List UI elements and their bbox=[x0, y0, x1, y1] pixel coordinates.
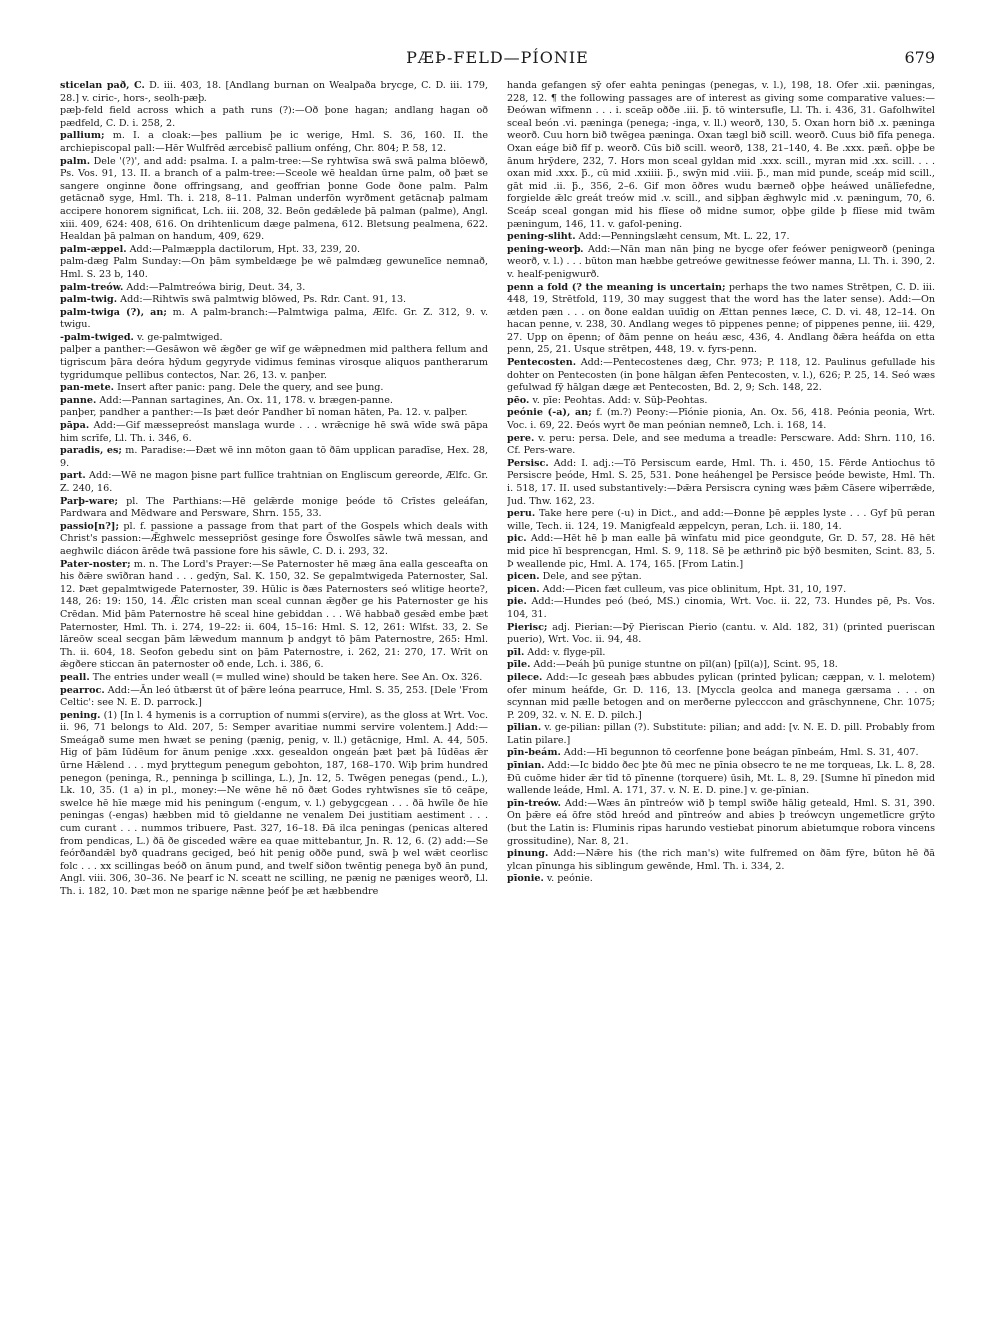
right-column-entry: pere. v. peru: persa. Dele, and see meduma a treadle: Perscware. Add: Shrn. 110, 16. Cf. Pers-ware. bbox=[507, 432, 935, 457]
headword: pīn-beám. bbox=[507, 747, 561, 759]
headword: peru. bbox=[507, 508, 536, 520]
headword: peónie (-a), an; bbox=[507, 407, 592, 419]
running-title: PÆÞ-FELD—PÍONIE bbox=[406, 48, 589, 67]
right-column-entry: pēo. v. pīe: Peohtas. Add: v. Sūþ-Peohtas. bbox=[507, 394, 708, 406]
headword: picen. bbox=[507, 571, 540, 583]
headword: pallium; bbox=[60, 130, 105, 142]
headword: Pater-noster; bbox=[60, 558, 131, 570]
right-column-entry: penn a fold (? the meaning is uncertain; perhaps the two names Strētpen, C. D. iii. 448, 19, Strētfold, 119, 30 may suggest that the word has the later sense). Add:—On ætden pæn . . . on ðone ealdan uuīdig on Ættan pennes læce, C. D. vi. 48, 12–14. On hacan penne, v. 238, 30. Andlang weges tō pippenes penne; of pippenes penne, iii. 429, 27. Upp on ēpenn; of ðām penne on heáu æsc, 436, 4. Andlang ðǣra heáfda on etta penn, 25, 21. Usque strētpen, 448, 19. v. fyrs-penn. bbox=[507, 281, 935, 356]
left-column-entry: passio[n?]; pl. f. passione a passage from that part of the Gospels which deals with Christ's passion:—Ǣghwelc messepriōst gesinge fore Ōswolſes sāwle twā messan, and aeghwilc diácon ārēde twā passione fore his sāwle, C. D. i. 293, 32. bbox=[60, 520, 488, 557]
headword: pīl. bbox=[507, 646, 525, 658]
right-column-entry: peru. Take here pere (-u) in Dict., and add:—Ðonne þē æpples lyste . . . Gyf þū peran wille, Tech. ii. 124, 19. Manigfeald æppelcyn, peran, Lch. ii. 180, 14. bbox=[507, 508, 935, 532]
left-column-entry: peall. The entries under weall (= mulled wine) should be taken here. See An. Ox. 326. bbox=[60, 671, 483, 683]
headword: passio[n?]; bbox=[60, 520, 119, 532]
headword: pīn-treów. bbox=[507, 797, 561, 809]
right-column-entry: pīn-treów. Add:—Wæs ān pīntreów wið þ templ swīðe hālig geteald, Hml. S. 31, 390. On þǣre eá ōfre stōd hreód and pīntreów and abies þ treówcyn ungemetlīcre grȳto (but the Latin is: Fluminis ripas harundo vestiebat pinorum abietumque robora vincens grossitudine), Nar. 8, 21. bbox=[507, 797, 935, 847]
headword: palm-twig. bbox=[60, 294, 118, 306]
left-column-entry: palm-treów. Add:—Palmtreówa birig, Deut. 34, 3. bbox=[60, 281, 306, 293]
dictionary-columns bbox=[60, 80, 935, 1250]
headword: pīle. bbox=[507, 659, 531, 671]
left-column-entry: paradis, es; m. Paradise:—Ðæt wē inn mōton gaan tō ðām upplican paradīse, Hex. 28, 9. bbox=[60, 445, 488, 469]
headword: Pentecosten. bbox=[507, 357, 577, 369]
headword: part. bbox=[60, 470, 86, 482]
left-column-entry: panþer, pandher a panther:—Is þæt deór Pandher bī noman hāten, Pa. 12. v. palþer. bbox=[60, 407, 468, 419]
headword: pening-sliht. bbox=[507, 231, 576, 243]
headword: pīnian. bbox=[507, 760, 545, 772]
headword: palm. bbox=[60, 155, 91, 167]
headword: pinung. bbox=[507, 848, 549, 860]
left-column-entry: pan-mete. Insert after panic: pang. Dele the query, and see þung. bbox=[60, 382, 384, 394]
headword: paradis, es; bbox=[60, 445, 122, 457]
right-column-entry: Pentecosten. Add:—Pentecostenes dæg, Chr. 973; P. 118, 12. Paulinus gefullade his dohter on Pentecosten (in þone hālgan ǣfen Pentecosten, v. l.), 626; P. 25, 14. Seó wæs gefulwad fȳ hālgan dæge æt Pentecosten, Bd. 2, 9; Sch. 148, 22. bbox=[507, 357, 935, 394]
headword: pan-mete. bbox=[60, 382, 115, 394]
page-number: 679 bbox=[904, 48, 935, 67]
right-column-entry: pīonie. v. peónie. bbox=[507, 873, 593, 885]
left-column-entry: palm-æppel. Add:—Palmæppla dactilorum, Hpt. 33, 239, 20. bbox=[60, 243, 361, 255]
left-column-entry: palm. Dele '(?)', and add: psalma. I. a palm-tree:—Se ryhtwīsa swā swā palma blōewð, Ps. Vos. 91, 13. II. a branch of a palm-tree:—Sceole wē healdan ūrne palm, oð þæt se sangere onginne ðone offringsang, and geoffrian þonne Gode ðone palm. Palm getācnað syge, Hml. Th. i. 218, 8–11. Palman underfōn wyrðment getācnaþ palmam accipere honorem significat, Lch. iii. 208, 32. Beōn gedǣlede þā palman (palme), Angl. xiii. 409, 624: 408, 616. On drihtenlicum dæge palmena, 612. Bletsung pealmena, 622. Healdan þā palman on handum, 409, 629. bbox=[60, 155, 488, 243]
left-column-entry: pāpa. Add:—Gif mæssepreóst manslaga wurde . . . wrǣcnige hē swā wīde swā pāpa him scrīfe, Ll. Th. i. 346, 6. bbox=[60, 420, 488, 444]
headword: Persisc. bbox=[507, 457, 549, 469]
left-column-entry: palm-twiga (?), an; m. A palm-branch:—Palmtwiga palma, Ælfc. Gr. Z. 312, 9. v. twigu. bbox=[60, 306, 488, 331]
right-column-entry: handa gefangen sȳ ofer eahta peningas (penegas, v. l.), 198, 18. Ofer .xii. pæningas, 228, 12. ¶ the following passages are of interest as giving some comparative values:—Ðeówan wīfmenn . . . i. sceāp oððe .iii. þ̄. tō wintersufle, Ll. Th. i. 436, 31. Gafolhwītel sceal beón .vi. pæninga (penega; -inga, v. ll.) weorð, 130, 5. Oxan horn bið .x. pæninga weorð. Cuu horn bið twēgea pæninga. Oxan tægl bið scill. weorð. Cuus bið fīfa penega. Oxan eáge bið fīf p. weorð. Cūs bið scill. weorð, 138, 21–140, 4. Be .xxx. pæñ. oþþe be ānum hrȳdere, 232, 7. Hors mon sceal gyldan mid .xxx. scill., myran mid .xx. scill. . . . oxan mid .xxx. þ̄., cū mid .xxiiii. þ̄., swȳn mid .viii. þ̄., man mid punde, sceáp mid scill., gāt mid .ii. þ̄., 356, 2–6. Gif mon ōðres wudu bærneð oþþe heáwed unālīefedne, forgielde ǣlc greát treów mid .v. scill., and siþþan ǣghwylc mid .v. pæningum, 70, 6. Sceáp sceal gongan mid his flīese oð midne sumor, oþþe gilde þ flīese mid twām pæningum, 146, 11. v. gafol-pening. bbox=[507, 80, 935, 230]
right-column-entry: pīn-beám. Add:—Hī begunnon tō ceorfenne þone beágan pīnbeám, Hml. S. 31, 407. bbox=[507, 747, 919, 759]
left-column-entry: pallium; m. I. a cloak:—þes pallium þe ic werige, Hml. S. 36, 160. II. the archiepiscopal pall:—Hēr Wulfrēd ærcebisc̄ pallium onféng, Chr. 804; P. 58, 12. bbox=[60, 130, 488, 154]
headword: peall. bbox=[60, 671, 90, 683]
left-column-entry: sticelan pað, C. D. iii. 403, 18. [Andlang burnan on Wealpaða brycge, C. D. iii. 179, 28.] v. ciric-, hors-, seolh-pæþ. bbox=[60, 80, 488, 104]
headword: pearroc. bbox=[60, 684, 105, 696]
left-column-entry: Parþ-ware; pl. The Parthians:—Hē gelǣrde monige þeóde tō Crīstes geleáfan, Pardwara and Mēdware and Persware, Shrn. 155, 33. bbox=[60, 495, 488, 520]
left-column-entry: panne. Add:—Pannan sartagines, An. Ox. 11, 178. v. brægen-panne. bbox=[60, 394, 393, 406]
right-column-entry: pīl. Add: v. flyge-pīl. bbox=[507, 646, 606, 658]
right-column-entry: pic. Add:—Hēt hē þ man ealle þā wīnfatu mid pice geondgute, Gr. D. 57, 28. Hē hēt mid pice hī besprencgan, Hml. S. 9, 118. Sē þe æthrinð pic bȳð besmiten, Scint. 83, 5. Þ weallende pic, Hml. A. 174, 165. [From Latin.] bbox=[507, 533, 935, 570]
headword: panne. bbox=[60, 394, 97, 406]
headword: pic. bbox=[507, 533, 527, 545]
headword: palm-treów. bbox=[60, 281, 124, 293]
headword: pening. bbox=[60, 709, 101, 721]
right-column-entry: Persisc. Add: I. adj.:—Tō Persiscum earde, Hml. Th. i. 450, 15. Fērde Antiochus tō Persiscre þeóde, Hml. S. 25, 531. Þone heáhengel þe Persisce þeóde bewiste, Hml. Th. i. 518, 17. II. used substantively:—Þǣra Persiscra cyning wæs þǣm Cāsere wiþerrǣde, Jud. Thw. 162, 23. bbox=[507, 457, 935, 507]
right-column-entry: peónie (-a), an; f. (m.?) Peony:—Pīónie pionia, An. Ox. 56, 418. Peónia peonia, Wrt. Voc. i. 69, 22. Ðeós wyrt ðe man peónian nemneð, Lch. i. 168, 14. bbox=[507, 407, 935, 432]
headword: sticelan pað, C. bbox=[60, 80, 145, 91]
left-column-entry: pening. (1) [In l. 4 hymenis is a corruption of nummi s(ervire), as the gloss at Wrt. Voc. ii. 96, 71 belongs to Ald. 207, 5: Semper avaritiae nummi servire volentem.] Add:—Smeágað sume men hwæt se pening (pænig, penig, v. ll.) getācnige, Hml. A. 44, 505. Hig of þām Iūdēum for ānum penige .xxx. gesealdon ongeán þæt þæt þā Iūdēas ǣr ūrne Hǣlend . . . myd þryttegum penegum gebohton, 187, 168–170. Wiþ þrim hundred penegon (peninga, R., penninga þ scillinga, L.), Jn. 12, 5. Twēgen penegas (pend., L.), Lk. 10, 35. (1 a) in pl., money:—Ne wēne hē nō ðæt Godes ryhtwīsnes sīe tō ceāpe, swelce hē hīe mæge mid his peningum (-engum, v. l.) gebygcgean . . . ðā hwīle ðe hīe peningas (-engas) hæbben mid tō gieldanne ne venalem Dei justitiam aestiment . . . cum curant . . . nummos tribuere, Past. 327, 16–18. Ðā ilca peningas (penicas altered from pendicas, L.) ðā ðe gisceded wǣre ea quae mittebantur, Jn. R. 12, 6. (2) add:—Se feórðandǣl byð quadrans geciged, beó hit penig oððe pund, swā þ wel wǣt ceorlisc folc . . . xx scillingas beóð on ānum pund, and twelf siðon twēntig penega byð ān pund, Angl. viii. 306, 30–36. Ne þearf ic N. sceatt ne scilling, ne pænig ne pæniges weorð, Ll. Th. i. 182, 10. Þæt mon ne sparige nǣnne þeóf þe æt hæbbendre bbox=[60, 709, 488, 897]
headword: pilece. bbox=[507, 671, 543, 683]
headword: pēo. bbox=[507, 394, 530, 406]
right-column-entry: Pierisc; adj. Pierian:—Þȳ Pieriscan Pierio (cantu. v. Ald. 182, 31) (printed puerisc​an puerio), Wrt. Voc. ii. 94, 48. bbox=[507, 621, 935, 646]
right-column-entry: pīle. Add:—Þeáh þū punige stuntne on pīl(an) [pīl(a)], Scint. 95, 18. bbox=[507, 659, 838, 671]
headword: Pierisc; bbox=[507, 621, 548, 633]
left-column-entry: -palm-twiged. v. ge-palmtwiged. bbox=[60, 331, 223, 343]
right-column-entry: picen. Add:—Picen fæt culleum, vas pice oblinitum, Hpt. 31, 10, 197. bbox=[507, 583, 847, 595]
headword: pīlian. bbox=[507, 722, 542, 734]
left-column-entry: palm-dæg Palm Sunday:—On þām symbeldæge þe wē palmdæg gewunelīce nemnað, Hml. S. 23 b, 140. bbox=[60, 256, 488, 280]
left-column bbox=[60, 80, 488, 1250]
headword: pere. bbox=[507, 432, 535, 444]
right-column-entry: pening-sliht. Add:—Penningslæht censum, Mt. L. 22, 17. bbox=[507, 231, 790, 243]
right-column-entry: picen. Dele, and see pȳtan. bbox=[507, 571, 642, 583]
right-column-entry: pie. Add:—Hundes peó (beó, MS.) cinomia, Wrt. Voc. ii. 22, 73. Hundes pē, Ps. Vos. 104, 31. bbox=[507, 596, 935, 620]
headword: pie. bbox=[507, 596, 527, 608]
right-column-entry: pīnian. Add:—Ic biddo ðec þte ðū mec ne pīnia obsecro te ne me torqueas, Lk. L. 8, 28. Ðū cuōme hider ǣr tīd tō pīnenne (torquere) ūsih, Mt. L. 8, 29. [Sumne hī pīnedon mid wallende leáde, Hml. A. 171, 37. v. N. E. D. pine.] v. ge-pīnian. bbox=[507, 760, 935, 797]
left-column-entry: palm-twig. Add:—Rihtwīs swā palmtwig blōwed, Ps. Rdr. Cant. 91, 13. bbox=[60, 294, 407, 306]
headword: palm-æppel. bbox=[60, 243, 127, 255]
left-column-entry: palþer a panther:—Gesāwon wē ǣgðer ge wīf ge wǣpnedmen mid palthera fellum and tigriscum þāra deóra hȳdum gegyryde vidimus feminas virosque aliquos pantherarum tygridumque pellibus contectos, Nar. 26, 13. v. panþer. bbox=[60, 344, 488, 381]
page-header bbox=[60, 48, 935, 70]
left-column-entry: pearroc. Add:—Ān leó ūtbærst ūt of þǣre leóna pearruce, Hml. S. 35, 253. [Dele 'From Celtic': see N. E. D. parrock.] bbox=[60, 684, 488, 709]
headword: Parþ-ware; bbox=[60, 495, 119, 507]
left-column-entry: Pater-noster; m. n. The Lord's Prayer:—Se Paternoster hē mæg āna ealla gesceafta on his ðǣre swīðran hand . . . gedȳn, Sal. K. 150, 32. Se gepalmtwigeda Paternoster, Sal. 12. Þæt gepalmtwigede Paternoster, 39. Hūlic is ðæs Paternosters seó wlitige heorte?, 148, 26: 19: 150, 14. Ǣlc cristen man sceal cunnan ǣgðer ge his Paternoster ge his Crēdan. Mid þām Paternostre hē sceal hine gebiddan . . . Wē habbað gesǣd embe þæt Paternoster, Hml. Th. i. 274, 19–22: ii. 604, 15–16: Hml. S. 12, 261: Wlfst. 33, 2. Se lāreōw sceal secgan þām lǣwedum mannum þ andgyt tō þām Paternostre, 265: Hml. Th. ii. 604, 18. Seofon gebedu sint on þām Paternostre, i. 262, 21: 270, 17. Wrīt on ǣgðere sticcan ān paternoster oð ende, Lch. i. 386, 6. bbox=[60, 558, 488, 671]
headword: pāpa. bbox=[60, 420, 90, 432]
right-column-entry: pilece. Add:—Ic geseah þæs abbudes pylican (printed þylican; cæppan, v. l. melotem) ofer minum heáfde, Gr. D. 116, 13. [Myccla geolca and manega gærsama . . . on scynnan mid pælle betogen and on merðerne pylecccon and grāschynnene, Chr. 1075; P. 209, 32. v. N. E. D. pilch.] bbox=[507, 671, 935, 721]
right-column-entry: pīlian. v. ge-pilian: pillan (?). Substitute: pilian; and add: [v. N. E. D. pill. Probably from Latin pilare.] bbox=[507, 722, 935, 746]
right-column-entry: pening-weorþ. Add:—Nān man nān þing ne bycge ofer feówer penigweorð (peninga weorð, v. l.) . . . būton man hæbbe getreówe gewitnesse feówer manna, Ll. Th. i. 390, 2. v. healf-penigwurð. bbox=[507, 243, 935, 280]
headword: penn a fold (? the meaning is uncertain; bbox=[507, 281, 726, 293]
headword: pening-weorþ. bbox=[507, 243, 584, 255]
right-column-entry: pinung. Add:—Nǣre his (the rich man's) wite fulfremed on ðām fȳre, būton hē ðā ylcan pīnunga his siblingum gewēnde, Hml. Th. i. 334, 2. bbox=[507, 848, 935, 872]
right-column bbox=[507, 80, 935, 1250]
left-column-entry: part. Add:—Wē ne magon þisne part fullīce trahtnian on Engliscum gereorde, Ælfc. Gr. Z. 240, 16. bbox=[60, 470, 488, 494]
headword: palm-twiga (?), an; bbox=[60, 306, 167, 318]
left-column-entry: pæþ-feld field across which a path runs (?):—Oð þone hagan; andlang hagan oð pædfeld, C. D. i. 258, 2. bbox=[60, 105, 488, 129]
headword: picen. bbox=[507, 583, 540, 595]
headword: pīonie. bbox=[507, 873, 544, 885]
headword: -palm-twiged. bbox=[60, 331, 134, 343]
